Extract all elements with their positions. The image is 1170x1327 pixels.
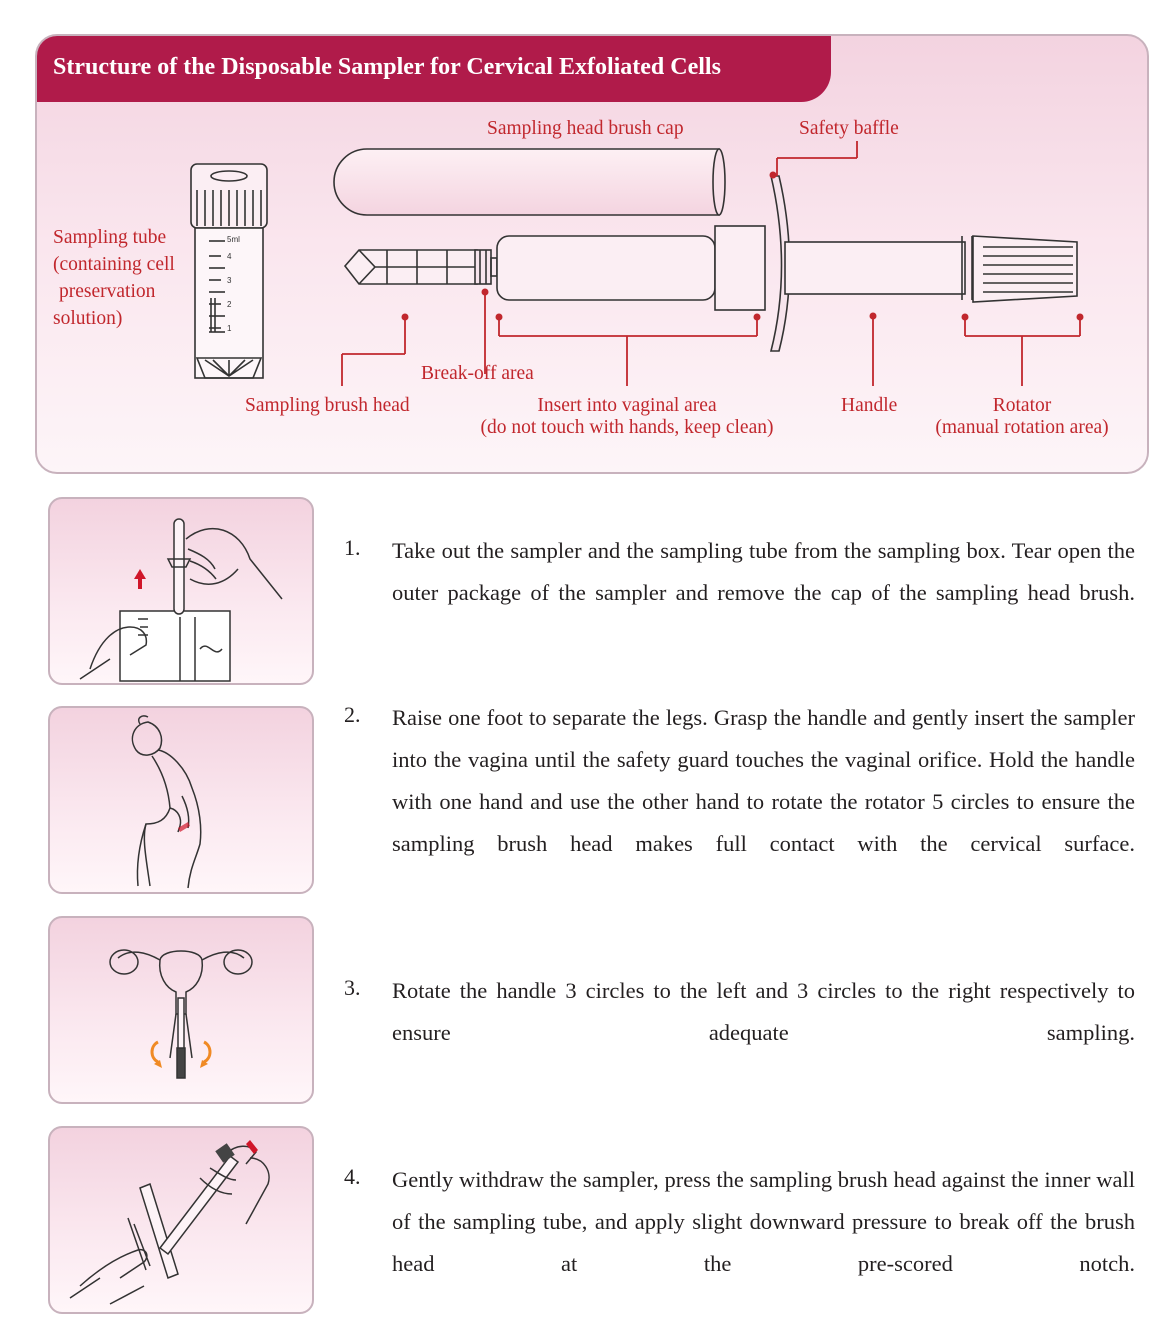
label-brush-cap: Sampling head brush cap <box>487 118 684 139</box>
break-off-head-icon <box>50 1128 312 1312</box>
posture-icon <box>50 708 312 892</box>
step-3-illustration <box>48 916 314 1104</box>
step-3-number: 3. <box>344 975 361 1000</box>
label-rotator-line2: (manual rotation area) <box>935 417 1109 438</box>
tube-mark: 5ml <box>227 235 240 244</box>
unpack-sampler-icon <box>50 499 312 683</box>
tube-mark: 3 <box>227 276 232 285</box>
step-2-number: 2. <box>344 702 361 727</box>
brush-cap <box>334 149 719 215</box>
label-insert-area-line1: Insert into vaginal area <box>537 395 717 416</box>
step-2-illustration <box>48 706 314 894</box>
step-4-illustration <box>48 1126 314 1314</box>
sampling-tube <box>191 164 267 378</box>
step-4-text: Gently withdraw the sampler, press the sampling brush head against the inner wall of the sampling tube, and apply slight downward pressure to break off the brush head at the pre-scored notch. <box>392 1167 1135 1276</box>
label-rotator-line1: Rotator <box>992 395 1052 416</box>
label-insert-area-line2: (do not touch with hands, keep clean) <box>480 417 774 438</box>
step-2-text: Raise one foot to separate the legs. Grasp the handle and gently insert the sampler into the vagina until the safety guard touches the vaginal orifice. Hold the handle with one hand and use the other hand to rotate the rotator 5 circles to ensure the sampling brush head makes full contact with the cervical surface. <box>392 705 1135 856</box>
step-1-text: Take out the sampler and the sampling tube from the sampling box. Tear open the outer package of the sampler and remove the cap of the sampling head brush. <box>392 538 1135 605</box>
structure-diagram-panel <box>35 34 1149 474</box>
label-tube-line1: Sampling tube <box>53 227 167 248</box>
tube-mark: 4 <box>227 252 232 261</box>
label-safety-baffle: Safety baffle <box>799 118 899 139</box>
tube-mark: 1 <box>227 324 232 333</box>
label-tube-line3: preservation <box>59 281 156 302</box>
tube-mark: 2 <box>227 300 232 309</box>
step-3-text: Rotate the handle 3 circles to the left and 3 circles to the right respectively to ensure adequate sampling. <box>392 978 1135 1045</box>
rotate-in-uterus-icon <box>50 918 312 1102</box>
step-1-illustration <box>48 497 314 685</box>
label-tube-line2: (containing cell <box>53 254 175 275</box>
label-sampling-brush-head: Sampling brush head <box>245 395 410 416</box>
label-tube-line4: solution) <box>53 308 123 329</box>
diagram-title: Structure of the Disposable Sampler for Cervical Exfoliated Cells <box>53 54 721 80</box>
label-break-off-area: Break-off area <box>421 363 534 384</box>
label-rotator <box>917 393 1127 441</box>
step-4-number: 4. <box>344 1164 361 1189</box>
step-1-number: 1. <box>344 535 361 560</box>
label-handle: Handle <box>841 395 898 416</box>
label-insert-area <box>435 393 819 441</box>
